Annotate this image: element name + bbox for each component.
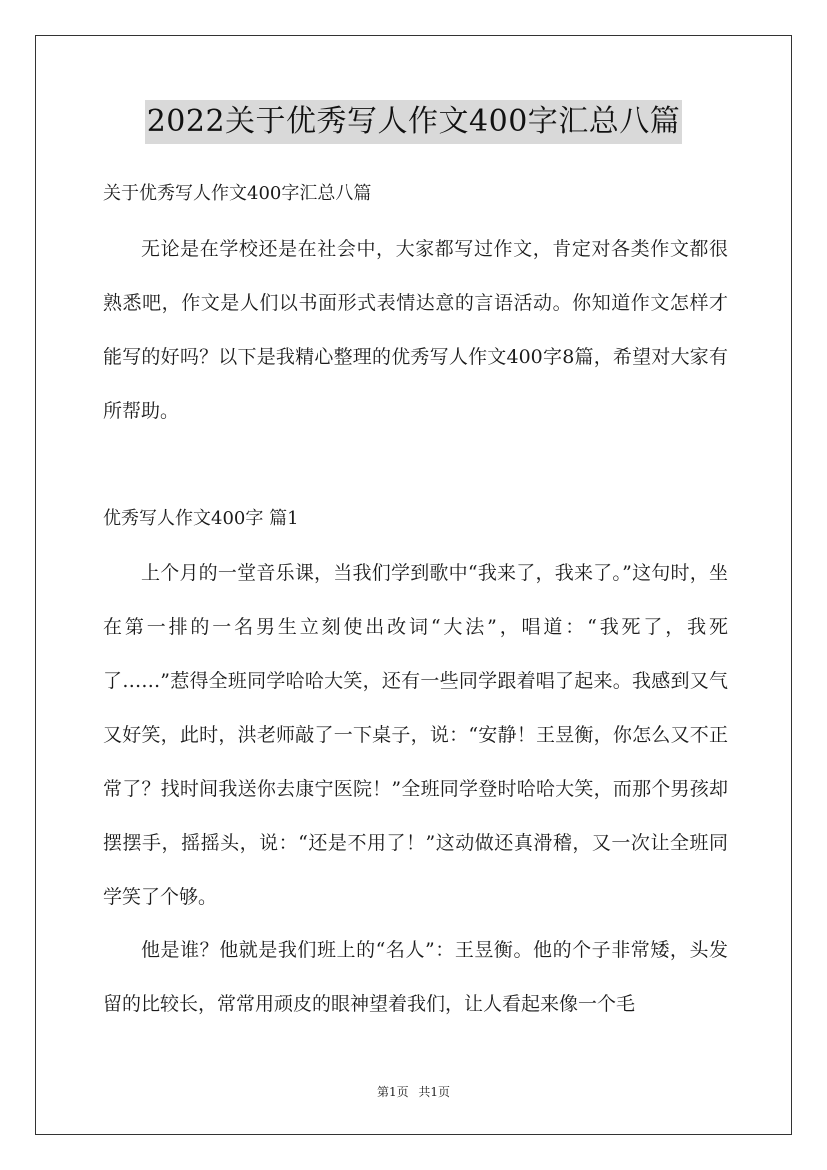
page-number: 第1页 xyxy=(376,1085,409,1099)
title-container xyxy=(0,100,827,144)
body-paragraph-1: 上个月的一堂音乐课，当我们学到歌中“我来了，我来了。”这句时，坐在第一排的一名男生立刻使出改词“大法”，唱道：“我死了，我死了……”惹得全班同学哈哈大笑，还有一些同学跟着唱了起来。我感到又气又好笑，此时，洪老师敲了一下桌子，说：“安静！王昱衡，你怎么又不正常了？找时间我送你去康宁医院！”全班同学登时哈哈大笑，而那个男孩却摆摆手，摇摇头，说：“还是不用了！”这动做还真滑稽，又一次让全班同学笑了个够。 xyxy=(103,562,728,908)
body-paragraph-2: 他是谁？他就是我们班上的“名人”：王昱衡。他的个子非常矮，头发留的比较长，常常用顽皮的眼神望着我们，让人看起来像一个毛 xyxy=(103,939,728,1015)
document-title: 2022关于优秀写人作文400字汇总八篇 xyxy=(145,100,683,144)
page-footer xyxy=(0,1084,827,1100)
document-subtitle: 关于优秀写人作文400字汇总八篇 xyxy=(103,183,372,204)
page-total: 共1页 xyxy=(418,1085,451,1099)
intro-paragraph: 无论是在学校还是在社会中，大家都写过作文，肯定对各类作文都很熟悉吧，作文是人们以书面形式表情达意的言语活动。你知道作文怎样才能写的好吗？以下是我精心整理的优秀写人作文400字8篇，希望对大家有所帮助。 xyxy=(103,238,728,422)
section-heading: 优秀写人作文400字 篇1 xyxy=(103,508,299,529)
